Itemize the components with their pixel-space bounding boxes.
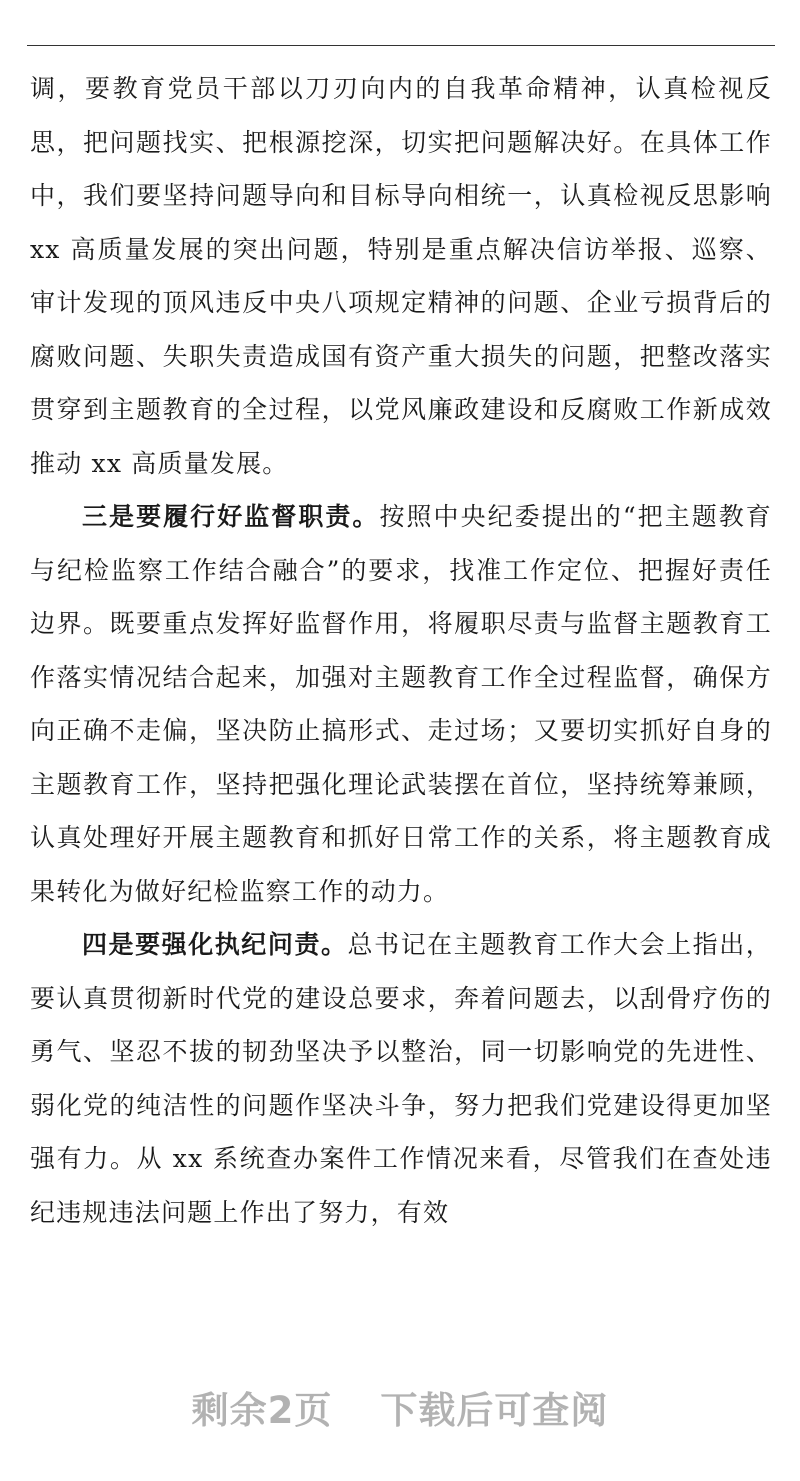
document-body: [30, 62, 772, 1239]
paragraph-discipline: [30, 918, 772, 1239]
paragraph-text: 调，要教育党员干部以刀刃向内的自我革命精神，认真检视反思，把问题找实、把根源挖深，切实把问题解决好。在具体工作中，我们要坚持问题导向和目标导向相统一，认真检视反思影响 xx 高质量发展的突出问题，特别是重点解决信访举报、巡察、审计发现的顶风违反中央八项规定精神的问题、企业亏损背后的腐败问题、失职失责造成国有资产重大损失的问题，把整改落实贯穿到主题教育的全过程，以党风廉政建设和反腐败工作新成效推动 xx 高质量发展。: [30, 74, 772, 478]
paragraph-text: 按照中央纪委提出的“把主题教育与纪检监察工作结合融合”的要求，找准工作定位、把握好责任边界。既要重点发挥好监督作用，将履职尽责与监督主题教育工作落实情况结合起来，加强对主题教育工作全过程监督，确保方向正确不走偏，坚决防止搞形式、走过场；又要切实抓好自身的主题教育工作，坚持把强化理论武装摆在首位，坚持统筹兼顾，认真处理好开展主题教育和抓好日常工作的关系，将主题教育成果转化为做好纪检监察工作的动力。: [30, 502, 772, 906]
remaining-pages-label: 剩余2页: [191, 1389, 333, 1432]
download-hint-label: 下载后可查阅: [380, 1389, 609, 1432]
download-prompt[interactable]: [0, 1380, 800, 1434]
paragraph-text: 总书记在主题教育工作大会上指出，要认真贯彻新时代党的建设总要求，奔着问题去，以刮骨疗伤的勇气、坚忍不拔的韧劲坚决予以整治，同一切影响党的先进性、弱化党的纯洁性的问题作坚决斗争，努力把我们党建设得更加坚强有力。从 xx 系统查办案件工作情况来看，尽管我们在查处违纪违规违法问题上作出了努力，有效: [30, 930, 772, 1227]
paragraph-continued: [30, 62, 772, 490]
paragraph-heading: 四是要强化执纪问责。: [82, 930, 348, 959]
paragraph-supervision: [30, 490, 772, 918]
paragraph-heading: 三是要履行好监督职责。: [82, 502, 380, 531]
header-rule: [27, 45, 775, 46]
